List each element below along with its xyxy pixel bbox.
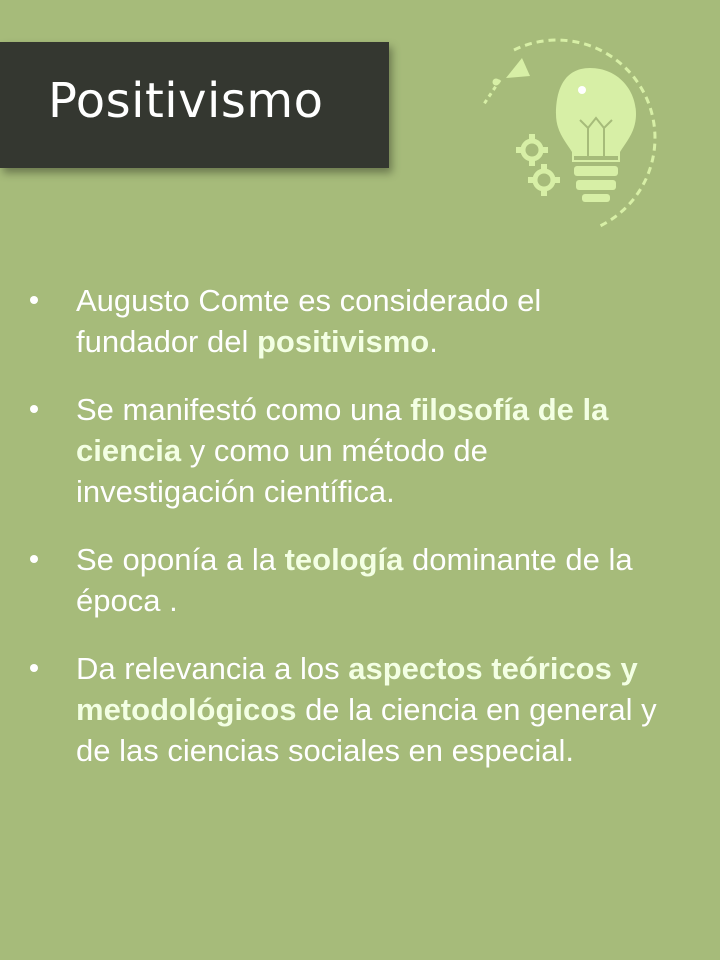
bullet-highlight: filosofía de la ciencia [76, 392, 609, 468]
bullet-text: Se manifestó como una [76, 392, 411, 427]
bullet-text: y como un método de investigación científica. [76, 433, 488, 509]
bullet-dot [30, 296, 38, 304]
idea-illustration [470, 10, 700, 240]
bullet-list [30, 280, 670, 798]
bullet-dot [30, 664, 38, 672]
bullet-highlight: positivismo [256, 324, 430, 359]
arrow-head-icon [506, 58, 530, 78]
bullet-text: Se oponía a la [76, 542, 285, 577]
page-title: Positivismo [48, 73, 324, 129]
bullet-text: dominante de la época . [76, 542, 633, 618]
bullet-highlight: teología [284, 542, 404, 577]
title-box [0, 42, 389, 168]
bullet-highlight: aspectos teóricos y metodológicos [76, 651, 638, 727]
bullet-item [30, 280, 670, 362]
bullet-text: Augusto Comte es considerado el fundador del [76, 283, 542, 359]
bullet-item [30, 648, 670, 771]
bullet-item [30, 539, 670, 621]
gear-icon [523, 141, 553, 189]
bullet-dot [30, 405, 38, 413]
bullet-text: . [429, 324, 438, 359]
lightbulb-icon [556, 68, 636, 202]
bullet-item [30, 389, 670, 512]
bullet-text: de la ciencia en general y de las ciencias sociales en especial. [76, 692, 657, 768]
bullet-dot [30, 555, 38, 563]
bullet-text: Da relevancia a los [76, 651, 349, 686]
